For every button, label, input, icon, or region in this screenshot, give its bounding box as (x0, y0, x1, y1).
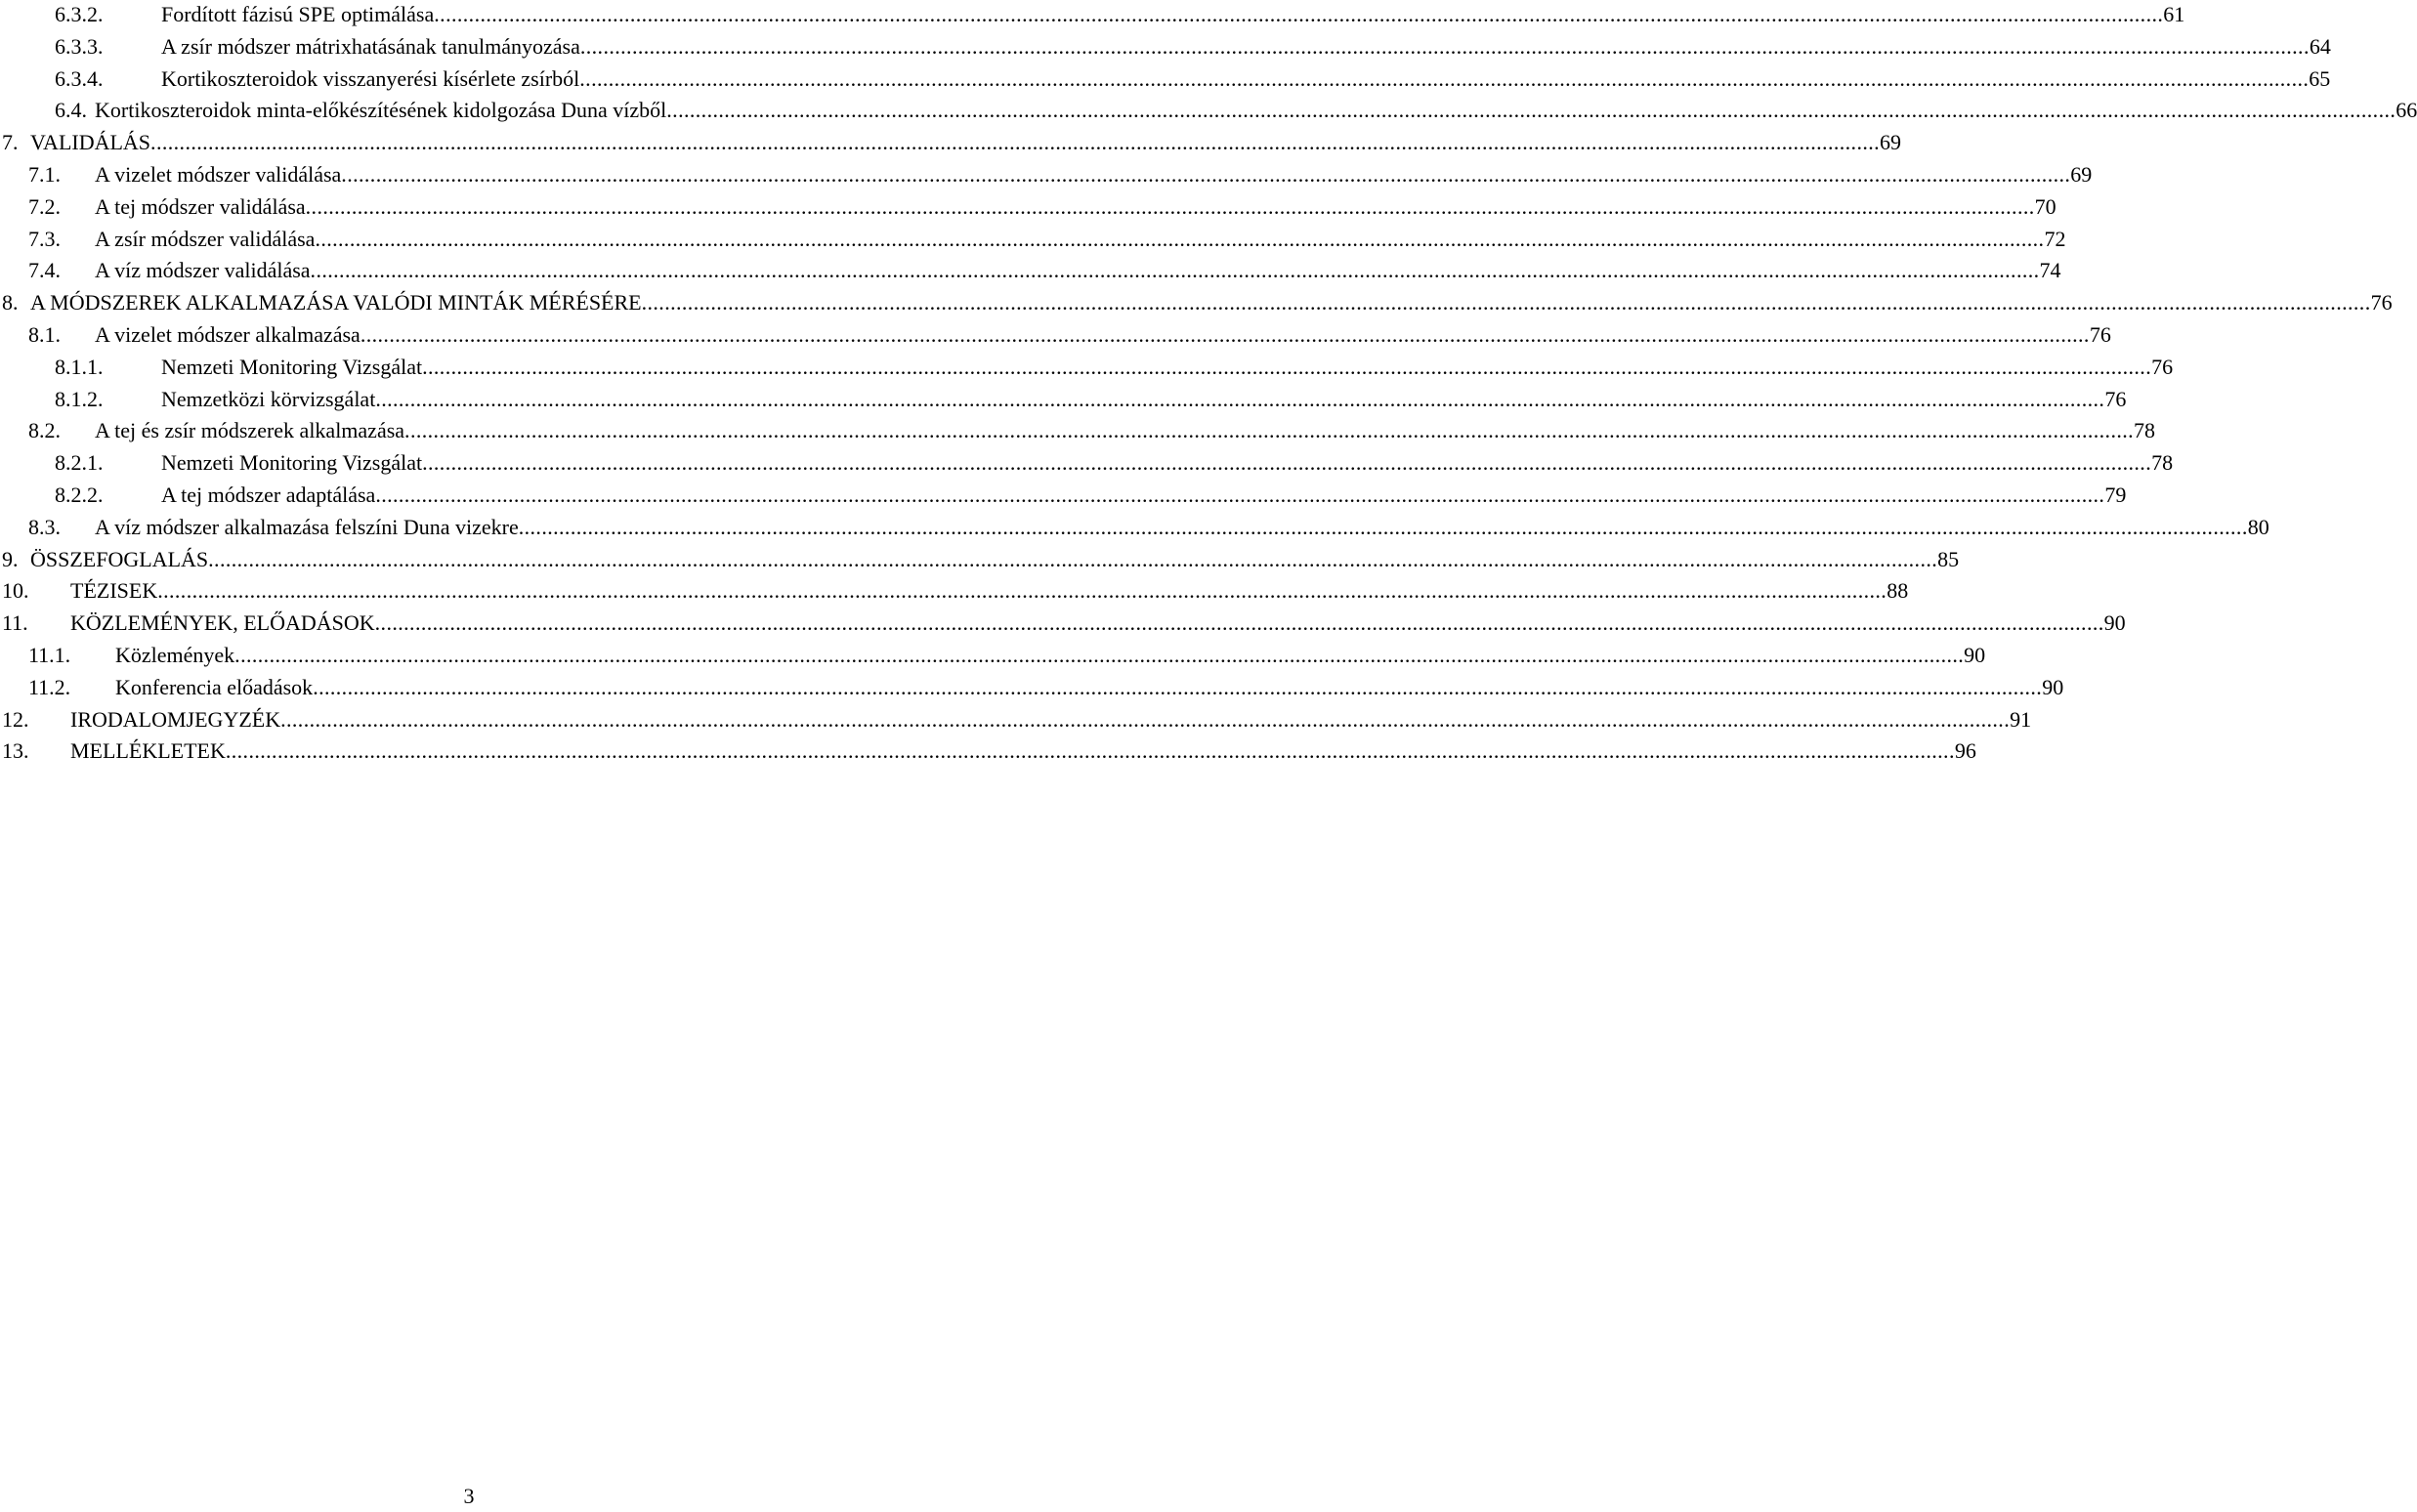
toc-entry-page: 64 (2309, 33, 2331, 59)
toc-entry[interactable] (0, 192, 2057, 222)
toc-entry-title: A vizelet módszer alkalmazása (95, 322, 360, 347)
toc-entry-page: 90 (1964, 643, 1986, 667)
toc-entry-number: 7.3. (28, 226, 61, 251)
toc-entry-number: 13. (2, 738, 29, 764)
toc-entry-number: 8.1. (28, 322, 61, 347)
toc-dot-leader: ............................................................................................................................................................................................................................................................................................................ (315, 226, 2045, 251)
toc-entry-number: 11.1. (28, 643, 71, 667)
toc-entry[interactable] (0, 448, 2174, 478)
toc-entry-number: 8.2.2. (55, 483, 104, 507)
toc-entry[interactable] (0, 609, 2126, 638)
toc-dot-leader: ............................................................................................................................................................................................................................................................................................................ (305, 193, 2035, 219)
toc-entry[interactable] (0, 96, 2417, 125)
toc-entry-page: 80 (2247, 514, 2269, 539)
toc-entry-number: 7.4. (28, 258, 61, 283)
toc-entry-title: Konferencia előadások (115, 674, 314, 699)
toc-entry[interactable] (0, 481, 2127, 510)
toc-entry[interactable] (0, 256, 2061, 285)
toc-dot-leader: ............................................................................................................................................................................................................................................................................................................ (360, 322, 2090, 347)
toc-entry-page: 76 (2089, 322, 2111, 347)
toc-entry-title: A vizelet módszer validálása (95, 162, 342, 187)
toc-entry-page: 79 (2104, 483, 2127, 507)
toc-entry-page: 72 (2044, 226, 2066, 251)
toc-dot-leader: ............................................................................................................................................................................................................................................................................................................ (422, 450, 2152, 476)
toc-entry-number: 8.3. (28, 514, 61, 539)
toc-entry[interactable] (0, 128, 1902, 157)
toc-entry[interactable] (0, 160, 2093, 189)
toc-entry-title: Nemzetközi körvizsgálat (161, 386, 376, 411)
toc-entry[interactable] (0, 736, 1976, 766)
toc-entry[interactable] (0, 0, 2185, 29)
toc-entry-number: 7. (2, 130, 19, 155)
toc-entry-title: VALIDÁLÁS (30, 130, 151, 155)
toc-entry-number: 10. (2, 578, 29, 604)
toc-entry-page: 76 (2104, 386, 2127, 411)
toc-dot-leader: ............................................................................................................................................................................................................................................................................................................ (234, 643, 1965, 667)
toc-entry[interactable] (0, 576, 1909, 606)
toc-entry[interactable] (0, 32, 2331, 62)
toc-entry-title: Nemzeti Monitoring Vizsgálat (161, 450, 423, 476)
toc-entry-number: 6.3.4. (55, 65, 104, 91)
toc-entry-title: ÖSSZEFOGLALÁS (30, 546, 209, 571)
toc-entry-number: 7.2. (28, 193, 61, 219)
toc-entry-page: 78 (2151, 450, 2174, 476)
page-number: 3 (463, 1484, 475, 1508)
toc-entry-title: A tej módszer validálása (95, 193, 306, 219)
toc-dot-leader: ............................................................................................................................................................................................................................................................................................................ (341, 162, 2071, 187)
toc-entry-page: 65 (2309, 65, 2331, 91)
toc-entry-title: MELLÉKLETEK (70, 738, 226, 764)
toc-entry-page: 78 (2134, 418, 2156, 443)
toc-entry[interactable] (0, 320, 2111, 350)
toc-entry-page: 90 (2042, 674, 2064, 699)
toc-dot-leader: ............................................................................................................................................................................................................................................................................................................ (434, 2, 2164, 26)
toc-dot-leader: ............................................................................................................................................................................................................................................................................................................ (404, 418, 2135, 443)
toc-dot-leader: ............................................................................................................................................................................................................................................................................................................ (313, 674, 2043, 699)
toc-entry-number: 6.3.2. (55, 2, 104, 26)
toc-entry-page: 91 (2010, 706, 2032, 732)
toc-dot-leader: ............................................................................................................................................................................................................................................................................................................ (310, 258, 2040, 283)
toc-entry-page: 69 (1880, 130, 1902, 155)
toc-dot-leader: ............................................................................................................................................................................................................................................................................................................ (579, 65, 2310, 91)
toc-entry-number: 11. (2, 610, 28, 636)
toc-dot-leader: ............................................................................................................................................................................................................................................................................................................ (518, 514, 2248, 539)
toc-entry[interactable] (0, 513, 2269, 542)
toc-entry-title: Kortikoszteroidok visszanyerési kísérlete zsírból (161, 65, 580, 91)
toc-entry-number: 12. (2, 706, 29, 732)
toc-entry-page: 70 (2034, 193, 2057, 219)
toc-entry-title: A MÓDSZEREK ALKALMAZÁSA VALÓDI MINTÁK MÉRÉSÉRE (30, 290, 642, 315)
toc-entry[interactable] (0, 385, 2127, 414)
toc-entry-title: A tej módszer adaptálása (161, 483, 376, 507)
toc-dot-leader: ............................................................................................................................................................................................................................................................................................................ (375, 386, 2105, 411)
toc-entry-number: 8.1.1. (55, 354, 104, 379)
toc-entry-page: 76 (2370, 290, 2393, 315)
toc-entry-title: Kortikoszteroidok minta-előkészítésének kidolgozása Duna vízből (95, 98, 667, 123)
toc-entry-title: A víz módszer alkalmazása felszíni Duna vizekre (95, 514, 519, 539)
toc-entry-title: A víz módszer validálása (95, 258, 311, 283)
toc-dot-leader: ............................................................................................................................................................................................................................................................................................................ (641, 290, 2371, 315)
toc-entry-number: 11.2. (28, 674, 71, 699)
toc-entry-number: 8.2. (28, 418, 61, 443)
toc-entry-page: 61 (2163, 2, 2185, 26)
toc-entry-page: 76 (2151, 354, 2174, 379)
toc-entry-title: A zsír módszer mátrixhatásának tanulmányozása (161, 33, 580, 59)
toc-entry-title: Nemzeti Monitoring Vizsgálat (161, 354, 423, 379)
toc-entry[interactable] (0, 64, 2331, 94)
toc-entry-number: 9. (2, 546, 19, 571)
toc-entry-number: 6.3.3. (55, 33, 104, 59)
toc-entry[interactable] (0, 288, 2393, 317)
toc-entry-title: Közlemények (115, 643, 235, 667)
toc-entry[interactable] (0, 225, 2066, 254)
toc-entry-title: A zsír módszer validálása (95, 226, 316, 251)
toc-entry-title: Fordított fázisú SPE optimálása (161, 2, 435, 26)
toc-dot-leader: ............................................................................................................................................................................................................................................................................................................ (666, 98, 2396, 123)
toc-entry[interactable] (0, 705, 2032, 735)
toc-entry-number: 8. (2, 290, 19, 315)
toc-dot-leader: ............................................................................................................................................................................................................................................................................................................ (579, 33, 2310, 59)
toc-entry-title: A tej és zsír módszerek alkalmazása (95, 418, 405, 443)
toc-entry-number: 8.2.1. (55, 450, 104, 476)
toc-entry[interactable] (0, 353, 2174, 382)
toc-dot-leader: ............................................................................................................................................................................................................................................................................................................ (157, 578, 1887, 604)
toc-dot-leader: ............................................................................................................................................................................................................................................................................................................ (150, 130, 1881, 155)
toc-dot-leader: ............................................................................................................................................................................................................................................................................................................ (422, 354, 2152, 379)
toc-entry-number: 7.1. (28, 162, 61, 187)
toc-entry-page: 96 (1954, 738, 1976, 764)
toc-dot-leader: ............................................................................................................................................................................................................................................................................................................ (375, 483, 2105, 507)
toc-entry-page: 66 (2396, 98, 2417, 123)
toc-entry-title: TÉZISEK (70, 578, 158, 604)
toc-dot-leader: ............................................................................................................................................................................................................................................................................................................ (208, 546, 1938, 571)
toc-entry-page: 90 (2103, 610, 2126, 636)
toc-entry[interactable] (0, 673, 2064, 702)
toc-entry-title: IRODALOMJEGYZÉK (70, 706, 281, 732)
toc-entry[interactable] (0, 416, 2156, 445)
toc-entry-page: 88 (1887, 578, 1909, 604)
toc-entry-title: KÖZLEMÉNYEK, ELŐADÁSOK (70, 610, 375, 636)
toc-dot-leader: ............................................................................................................................................................................................................................................................................................................ (280, 706, 2011, 732)
toc-dot-leader: ............................................................................................................................................................................................................................................................................................................ (225, 738, 1955, 764)
toc-entry-page: 69 (2070, 162, 2093, 187)
toc-entry[interactable] (0, 641, 1986, 670)
toc-entry-page: 85 (1937, 546, 1960, 571)
toc-dot-leader: ............................................................................................................................................................................................................................................................................................................ (374, 610, 2104, 636)
toc-entry-number: 8.1.2. (55, 386, 104, 411)
toc-entry-number: 6.4. (55, 98, 87, 123)
toc-entry-page: 74 (2039, 258, 2061, 283)
toc-entry[interactable] (0, 545, 1960, 574)
